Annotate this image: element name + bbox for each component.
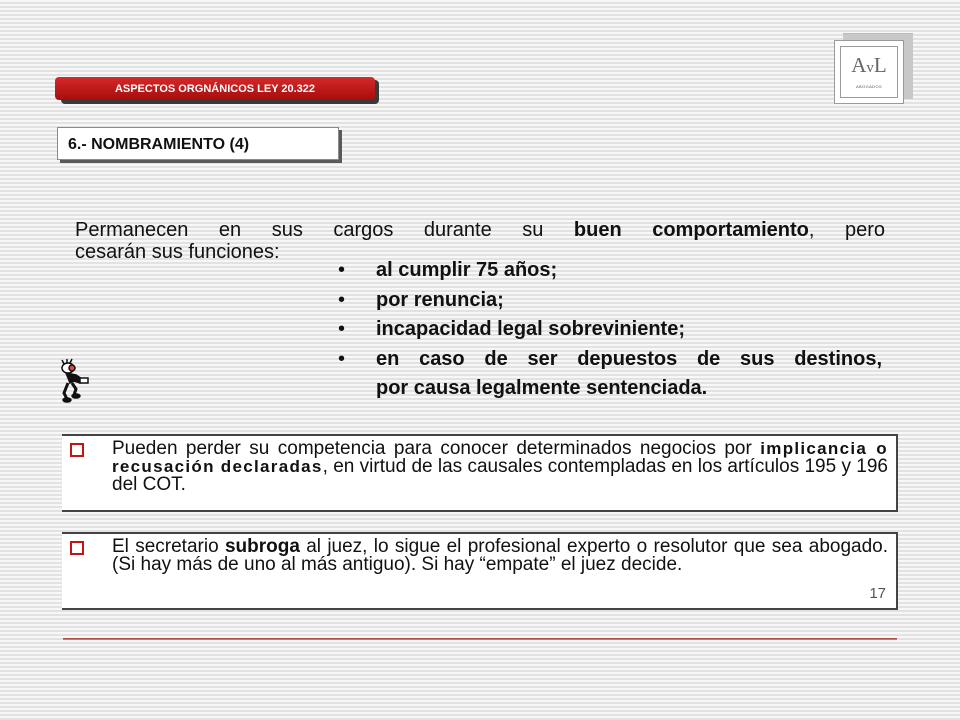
subrogation-note-text: El secretario subroga al juez, lo sigue el profesional experto o resolutor que sea abogado. (Si hay más de uno al más antiguo). Si hay “empate” el juez decide.: [112, 536, 888, 575]
list-item: • incapacidad legal sobreviniente;: [338, 318, 685, 340]
subrogation-note: [62, 532, 898, 610]
logo-frame: [840, 46, 898, 98]
competence-note: [62, 434, 898, 512]
list-item: • en caso de ser depuestos de sus destinos, por causa legalmente sentenciada.: [338, 347, 882, 399]
avl-logo: [834, 40, 904, 104]
topic-banner: ASPECTOS ORGNÁNICOS LEY 20.322: [55, 77, 375, 100]
list-item: • por renuncia;: [338, 288, 504, 311]
intro-line-2: cesarán sus funciones:: [75, 241, 280, 263]
intro-line-1: Permanecen en sus cargos durante su buen comportamiento, pero: [75, 219, 885, 241]
page-number: 17: [869, 585, 886, 602]
hollow-square-bullet-icon: [70, 443, 84, 457]
section-title: 6.- NOMBRAMIENTO (4): [57, 127, 339, 160]
logo-mark: AvL: [851, 53, 887, 77]
list-item: • al cumplir 75 años;: [338, 259, 558, 281]
competence-note-text: Pueden perder su competencia para conocer determinados negocios por implicancia o recusación declaradas, en virtud de las causales contempladas en los artículos 195 y 196 del COT.: [112, 438, 888, 495]
footer-divider: [63, 638, 897, 640]
termination-list: [338, 256, 882, 404]
hollow-square-bullet-icon: [70, 541, 84, 555]
logo-subtitle: ABOGADOS: [855, 84, 883, 89]
runner-clipart-icon: [54, 357, 100, 403]
